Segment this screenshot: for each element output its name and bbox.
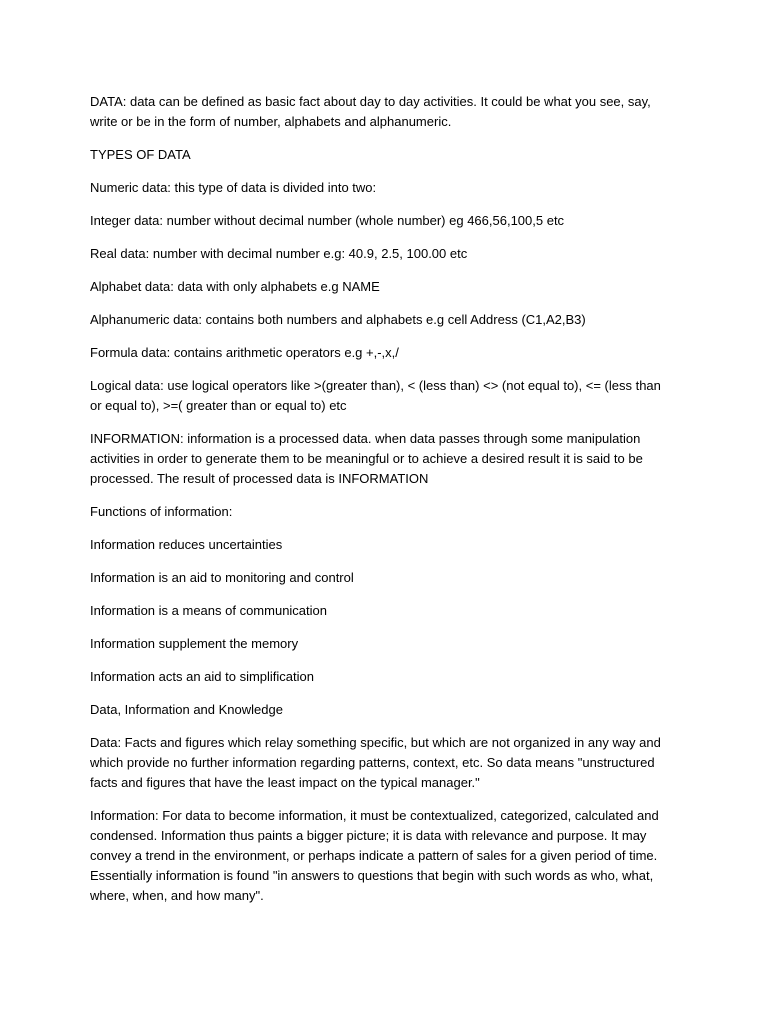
paragraph-information-context: Information: For data to become information, it must be contextualized, categorized, calculated and condensed. Information thus paints a bigger picture; it is data with relevance and purpose. It may convey a trend in the environment, or perhaps indicate a pattern of sales for a given period of time. Essentially information is found "in answers to questions that begin with such words as who, what, where, when, and how many". [90, 808, 659, 903]
list-item-function-4: Information supplement the memory [90, 636, 299, 651]
list-item-function-1: Information reduces uncertainties [90, 537, 283, 552]
paragraph-formula-data: Formula data: contains arithmetic operators e.g +,-,x,/ [90, 345, 399, 360]
heading-types-of-data: TYPES OF DATA [90, 147, 191, 162]
paragraph-alphanumeric-data: Alphanumeric data: contains both numbers and alphabets e.g cell Address (C1,A2,B3) [90, 312, 586, 327]
heading-functions-of-information: Functions of information: [90, 504, 233, 519]
list-item-function-2: Information is an aid to monitoring and control [90, 570, 354, 585]
paragraph-information-definition: INFORMATION: information is a processed data. when data passes through some manipulation activities in order to generate them to be meaningful or to achieve a desired result it is said to be processed. The result of processed data is INFORMATION [90, 431, 643, 486]
paragraph-data-definition: DATA: data can be defined as basic fact about day to day activities. It could be what you see, say, write or be in the form of number, alphabets and alphanumeric. [90, 94, 651, 129]
paragraph-integer-data: Integer data: number without decimal number (whole number) eg 466,56,100,5 etc [90, 213, 565, 228]
document-page [90, 92, 670, 919]
list-item-function-3: Information is a means of communication [90, 603, 327, 618]
paragraph-real-data: Real data: number with decimal number e.g: 40.9, 2.5, 100.00 etc [90, 246, 468, 261]
paragraph-logical-data: Logical data: use logical operators like >(greater than), < (less than) <> (not equal to), <= (less than or equal to), >=( greater than or equal to) etc [90, 378, 661, 413]
heading-data-information-knowledge: Data, Information and Knowledge [90, 702, 283, 717]
paragraph-numeric-data: Numeric data: this type of data is divided into two: [90, 180, 377, 195]
paragraph-data-facts-figures: Data: Facts and figures which relay something specific, but which are not organized in any way and which provide no further information regarding patterns, context, etc. So data means "unstructured facts and figures that have the least impact on the typical manager." [90, 735, 661, 790]
list-item-function-5: Information acts an aid to simplification [90, 669, 314, 684]
paragraph-alphabet-data: Alphabet data: data with only alphabets e.g NAME [90, 279, 380, 294]
